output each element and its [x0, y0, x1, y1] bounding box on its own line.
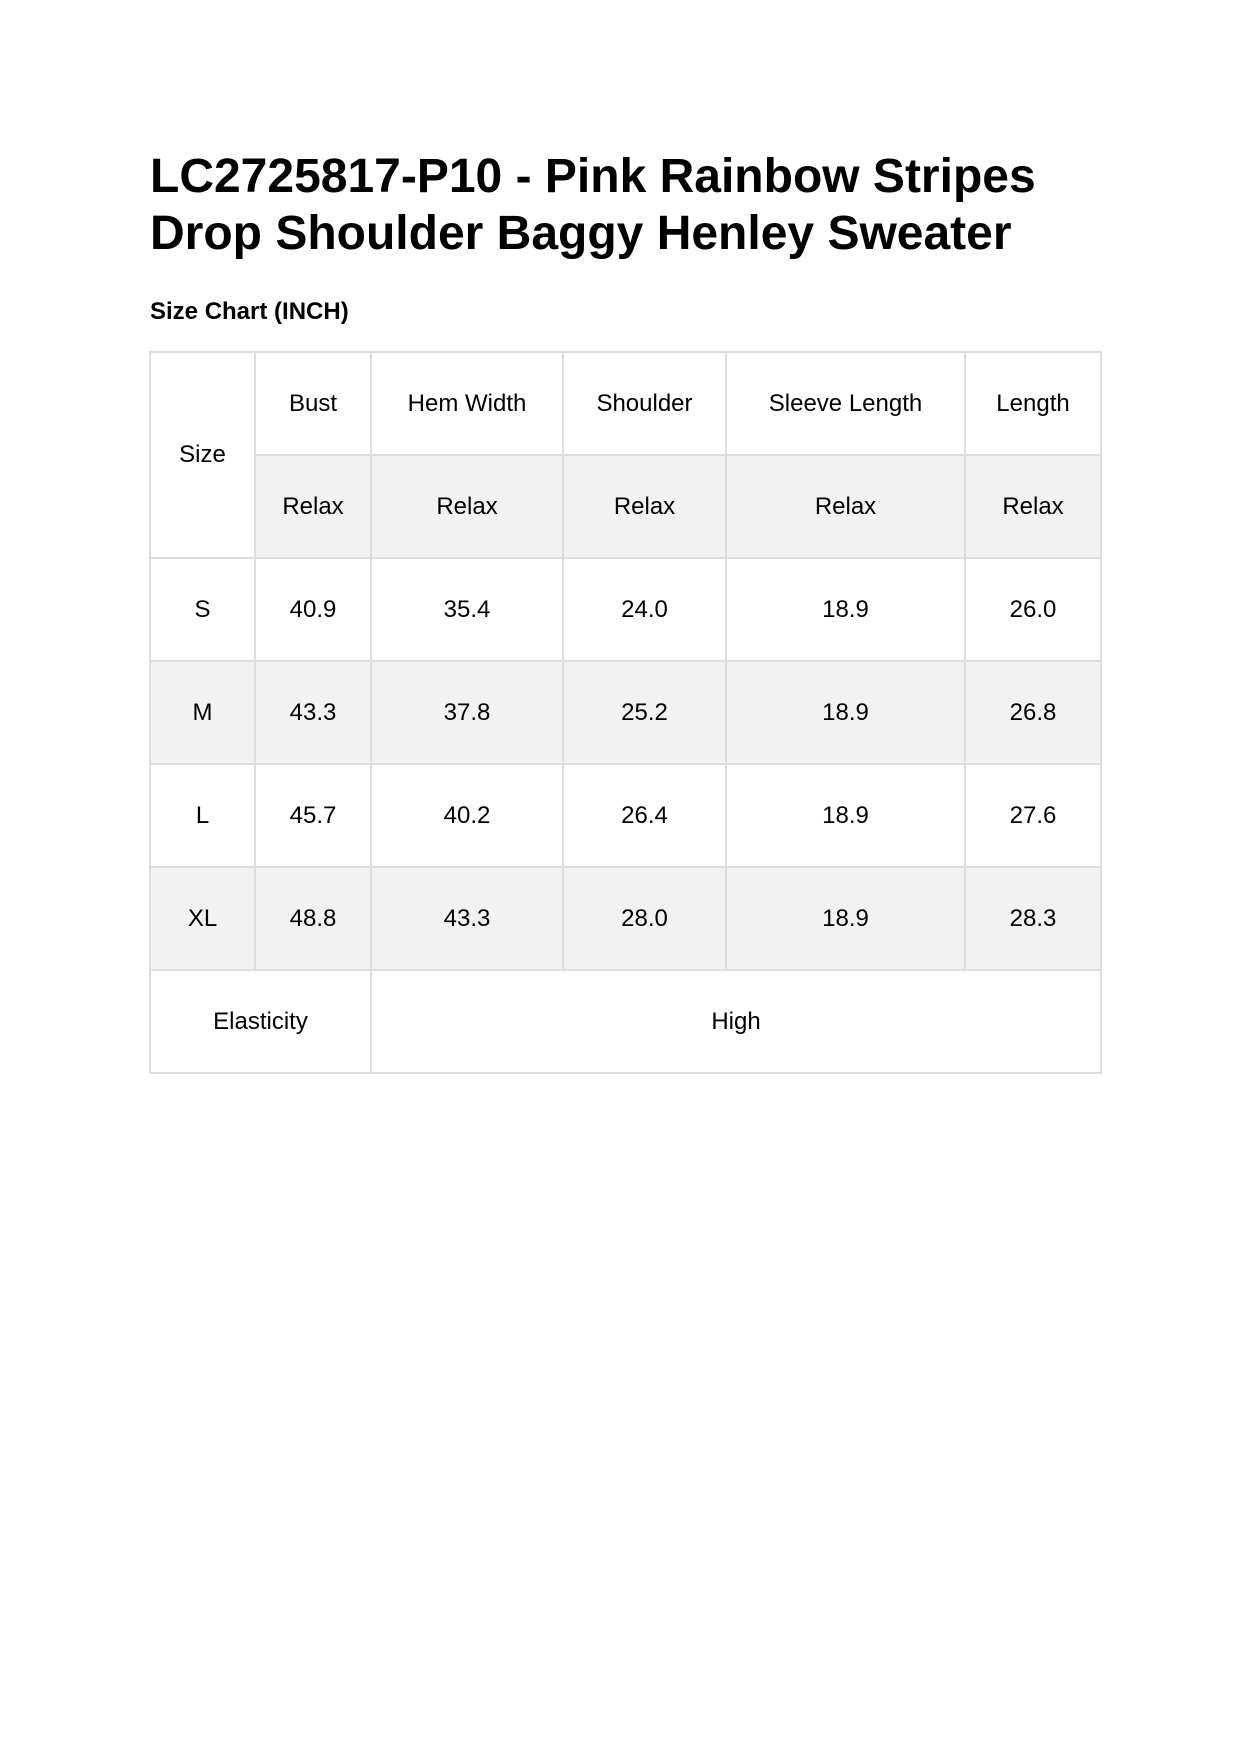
value-cell: 18.9 — [726, 764, 965, 867]
table-row — [150, 867, 1101, 970]
value-cell: 18.9 — [726, 867, 965, 970]
table-header-row — [150, 352, 1101, 455]
value-cell: 48.8 — [255, 867, 371, 970]
column-header-bust: Bust — [255, 352, 371, 455]
column-header-sleeve-length: Sleeve Length — [726, 352, 965, 455]
size-chart-table — [149, 351, 1102, 1074]
column-header-hem-width: Hem Width — [371, 352, 563, 455]
size-cell: XL — [150, 867, 255, 970]
fit-label-cell: Relax — [563, 455, 726, 558]
fit-label-cell: Relax — [965, 455, 1101, 558]
size-cell: L — [150, 764, 255, 867]
value-cell: 43.3 — [255, 661, 371, 764]
value-cell: 26.4 — [563, 764, 726, 867]
value-cell: 37.8 — [371, 661, 563, 764]
page-title: LC2725817-P10 - Pink Rainbow Stripes Drop Shoulder Baggy Henley Sweater — [150, 150, 1036, 260]
size-cell: S — [150, 558, 255, 661]
value-cell: 18.9 — [726, 661, 965, 764]
value-cell: 26.8 — [965, 661, 1101, 764]
fit-label-cell: Relax — [371, 455, 563, 558]
value-cell: 40.9 — [255, 558, 371, 661]
fit-label-row — [150, 455, 1101, 558]
size-cell: M — [150, 661, 255, 764]
fit-label-cell: Relax — [255, 455, 371, 558]
size-header-cell: Size — [150, 352, 255, 558]
value-cell: 18.9 — [726, 558, 965, 661]
value-cell: 43.3 — [371, 867, 563, 970]
value-cell: 45.7 — [255, 764, 371, 867]
fit-label-cell: Relax — [726, 455, 965, 558]
value-cell: 40.2 — [371, 764, 563, 867]
elasticity-label: Elasticity — [150, 970, 371, 1073]
value-cell: 28.0 — [563, 867, 726, 970]
value-cell: 26.0 — [965, 558, 1101, 661]
elasticity-value: High — [371, 970, 1101, 1073]
value-cell: 25.2 — [563, 661, 726, 764]
value-cell: 24.0 — [563, 558, 726, 661]
table-row — [150, 661, 1101, 764]
value-cell: 27.6 — [965, 764, 1101, 867]
value-cell: 35.4 — [371, 558, 563, 661]
column-header-shoulder: Shoulder — [563, 352, 726, 455]
table-row — [150, 558, 1101, 661]
column-header-length: Length — [965, 352, 1101, 455]
elasticity-row — [150, 970, 1101, 1073]
size-chart-subtitle: Size Chart (INCH) — [150, 298, 349, 325]
table-row — [150, 764, 1101, 867]
value-cell: 28.3 — [965, 867, 1101, 970]
